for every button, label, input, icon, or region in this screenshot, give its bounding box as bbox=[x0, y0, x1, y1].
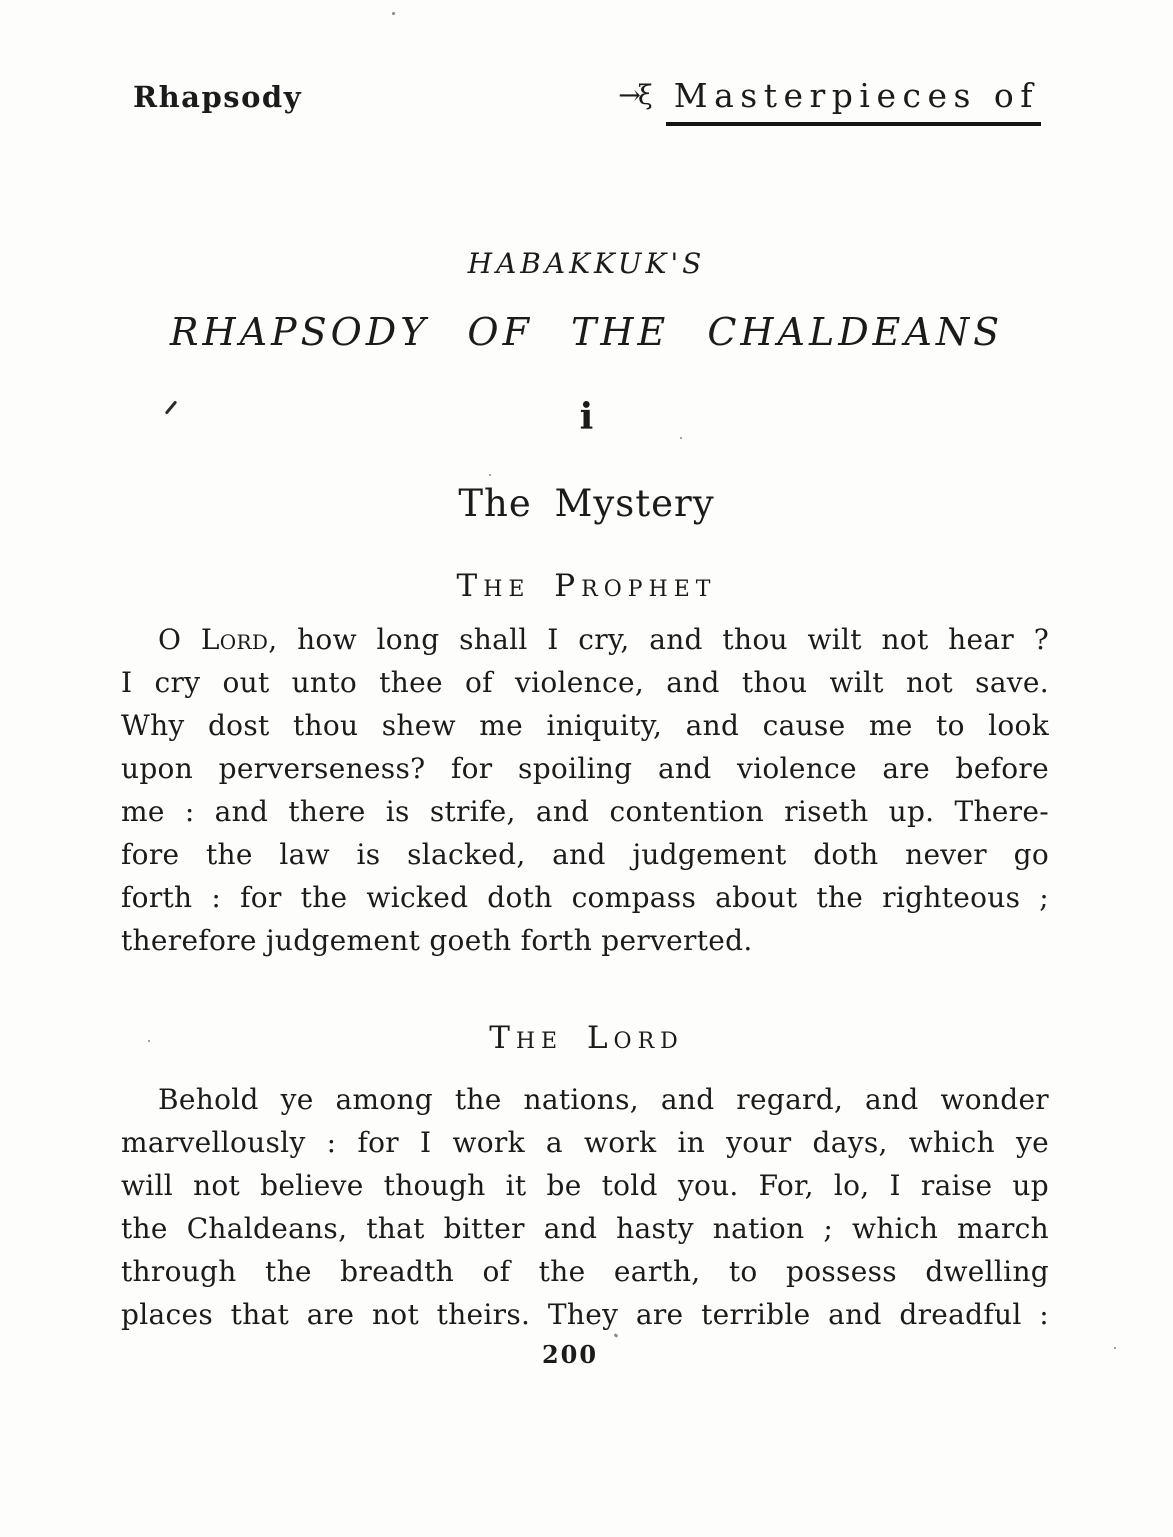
text-line: the Chaldeans, that bitter and hasty nation ; which march bbox=[121, 1212, 1049, 1245]
text-line: forth : for the wicked doth compass about the righteous ; bbox=[121, 881, 1049, 914]
text-line bbox=[121, 618, 1049, 661]
chapter-title: RHAPSODY OF THE CHALDEANS bbox=[169, 310, 1004, 354]
scan-speck bbox=[489, 474, 491, 476]
text-line: therefore judgement goeth forth perverted. bbox=[121, 924, 753, 957]
section-title: The Mystery bbox=[458, 482, 715, 525]
text-line: I cry out unto thee of violence, and thou wilt not save. bbox=[121, 666, 1049, 699]
fleuron-arrow-icon: →ξ bbox=[618, 80, 650, 111]
scan-speck bbox=[1114, 1347, 1116, 1349]
text-line: places that are not theirs. They are terrible and dreadful : bbox=[121, 1298, 1049, 1331]
text-line: marvellously : for I work a work in your days, which ye bbox=[121, 1126, 1049, 1159]
text-line: Why dost thou shew me iniquity, and cause me to look bbox=[121, 709, 1049, 742]
running-header-right bbox=[618, 76, 1041, 126]
text-line: will not believe though it be told you. For, lo, I raise up bbox=[121, 1169, 1049, 1202]
prophet-speech-paragraph bbox=[121, 618, 1049, 962]
section-numeral: i bbox=[579, 396, 594, 438]
page-number: 200 bbox=[541, 1340, 599, 1369]
running-header-left: Rhapsody bbox=[133, 80, 303, 114]
text-line-rest: Behold ye among the nations, and regard, and wonder bbox=[158, 1083, 1049, 1116]
scan-speck bbox=[680, 437, 682, 439]
chapter-supertitle: HABAKKUK'S bbox=[467, 247, 706, 280]
text-line bbox=[121, 1078, 1049, 1121]
running-header-right-title: Masterpieces of bbox=[666, 76, 1041, 126]
invocation-smallcaps: O Lord, bbox=[158, 623, 278, 656]
lord-speech-paragraph bbox=[121, 1078, 1049, 1336]
text-line-rest: how long shall I cry, and thou wilt not hear ? bbox=[297, 623, 1050, 656]
scan-speck bbox=[148, 1040, 150, 1042]
text-line: upon perverseness? for spoiling and violence are before bbox=[121, 752, 1049, 785]
text-line: fore the law is slacked, and judgement doth never go bbox=[121, 838, 1049, 871]
text-line: through the breadth of the earth, to possess dwelling bbox=[121, 1255, 1049, 1288]
text-line: me : and there is strife, and contention riseth up. There- bbox=[121, 795, 1049, 828]
scan-speck bbox=[392, 12, 395, 15]
speaker-heading-lord: The Lord bbox=[489, 1020, 684, 1056]
speaker-heading-prophet: The Prophet bbox=[456, 568, 717, 604]
